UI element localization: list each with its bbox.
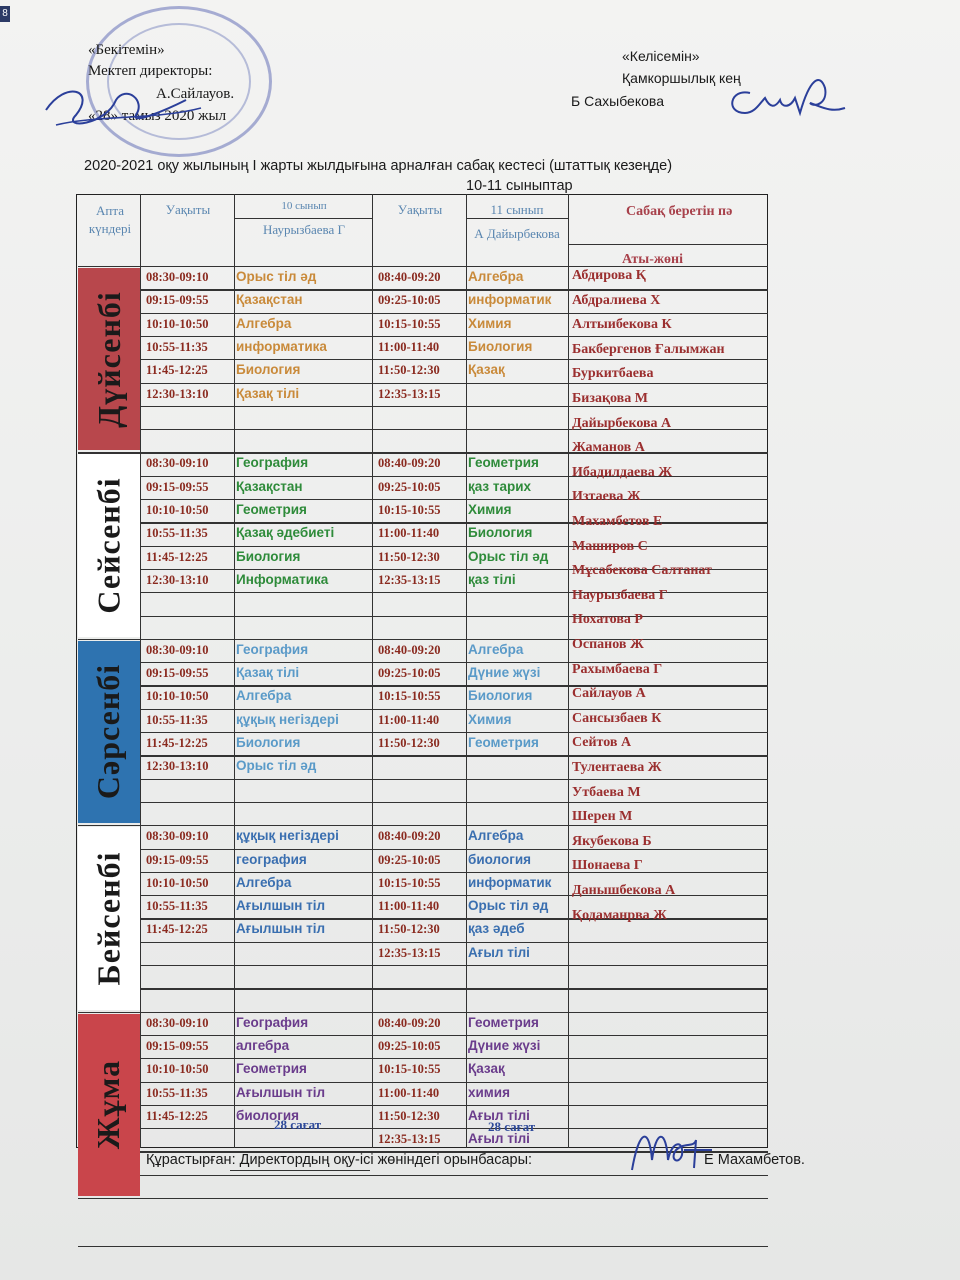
header-time-11: Уақыты [397, 202, 443, 217]
lesson-time: 08:40-09:20 [378, 642, 441, 657]
lesson-time: 09:25-10:05 [378, 479, 441, 494]
lesson-time: 11:00-11:40 [378, 712, 440, 727]
lesson-subject: География [236, 641, 309, 657]
totals-rule [78, 1246, 768, 1247]
lesson-subject: Дүние жүзі [468, 1037, 541, 1053]
row-rule [140, 709, 768, 710]
lesson-subject: Химия [468, 711, 512, 727]
lesson-subject: қаз тілі [468, 571, 516, 587]
header-class11: 11 сынып [490, 202, 544, 217]
lesson-subject: Қазақ әдебиеті [236, 525, 335, 541]
day-rule [78, 825, 768, 826]
lesson-time: 09:15-09:55 [146, 1038, 209, 1053]
lesson-subject: информатик [468, 292, 552, 308]
teacher-name: Абдирова Қ [572, 268, 646, 283]
lesson-time: 11:50-12:30 [378, 736, 440, 750]
lesson-subject: Қазақ [468, 1061, 505, 1077]
lesson-subject: Биология [468, 338, 533, 354]
lesson-time: 08:30-09:10 [146, 456, 209, 471]
document-subtitle: 10-11 сыныптар [466, 178, 573, 194]
teacher-name: Изтаева Ж [572, 489, 641, 505]
teacher-name: Алтыибекова К [572, 317, 672, 333]
day-label: Дүйсенбі [90, 290, 127, 428]
lesson-subject: қаз әдеб [468, 921, 525, 937]
lesson-time: 08:30-09:10 [146, 1015, 209, 1030]
teacher-name: Абдралиева Х [572, 292, 661, 308]
row-rule [140, 1105, 768, 1106]
teacher-name: Рахымбаева Г [572, 661, 663, 677]
lesson-subject: Биология [236, 362, 301, 378]
lesson-time: 10:15-10:55 [378, 875, 441, 890]
lesson-time: 11:50-12:30 [378, 363, 440, 378]
teacher-name: Сансызбаев К [572, 710, 662, 726]
lesson-subject: Орыс тіл әд [468, 898, 549, 914]
lesson-time: 08:40-09:20 [378, 829, 441, 844]
lesson-subject: Дүние жүзі [468, 665, 541, 681]
lesson-subject: Геометрия [468, 455, 539, 471]
council-signature [720, 68, 850, 128]
teacher-name: Оспанов Ж [572, 637, 644, 652]
lesson-time: 09:15-09:55 [146, 852, 209, 867]
row-rule [140, 616, 768, 617]
row-rule [140, 779, 768, 780]
lesson-time: 08:40-09:20 [378, 270, 441, 284]
teacher-name: Шерен М [572, 809, 633, 825]
header-class10-teacher: Наурызбаева Г [262, 222, 346, 237]
row-rule [140, 1082, 768, 1083]
lesson-subject: Орыс тіл әд [468, 548, 549, 564]
row-rule [140, 872, 768, 873]
row-rule [140, 1035, 768, 1036]
lesson-time: 10:15-10:55 [378, 503, 441, 517]
lesson-time: 08:30-09:10 [146, 642, 209, 657]
row-rule [140, 592, 768, 593]
lesson-time: 11:45-12:25 [146, 363, 208, 378]
day-label: Сейсенбі [90, 477, 127, 614]
day-block [78, 1014, 140, 1196]
header-rule [568, 244, 768, 245]
lesson-time: 11:00-11:40 [378, 339, 440, 354]
day-rule [78, 1198, 768, 1199]
lesson-subject: Ағылшын тіл [236, 921, 326, 937]
day-label-wrap [78, 1014, 140, 1196]
director-signature [36, 70, 206, 140]
row-rule [140, 1058, 768, 1059]
header-day: Апта күндері [88, 203, 132, 236]
lesson-time: 11:45-12:25 [146, 736, 208, 750]
teacher-name: Ибадилдаева Ж [572, 464, 673, 480]
row-rule [140, 429, 768, 430]
row-rule [140, 755, 768, 756]
lesson-subject: информатик [468, 874, 552, 890]
lesson-subject: биология [236, 1107, 299, 1123]
approve-label: «Бекітемін» [88, 42, 165, 58]
row-rule [140, 499, 768, 500]
lesson-subject: информатика [236, 338, 327, 354]
row-rule [140, 965, 768, 966]
header-rule [234, 218, 372, 219]
lesson-time: 11:00-11:40 [378, 526, 440, 541]
lesson-subject: Алгебра [468, 269, 524, 284]
row-rule [140, 289, 768, 290]
lesson-time: 11:45-12:25 [146, 549, 208, 564]
row-rule [140, 732, 768, 733]
lesson-subject: Информатика [236, 571, 329, 587]
lesson-subject: Ағылшын тіл [236, 898, 326, 914]
lesson-time: 10:10-10:50 [146, 875, 209, 890]
lesson-time: 10:55-11:35 [146, 899, 208, 914]
council-title: Қамкоршылық кең [622, 70, 741, 86]
lesson-time: 10:10-10:50 [146, 503, 209, 517]
lesson-time: 10:10-10:50 [146, 689, 209, 704]
lesson-subject: Қазақстан [236, 478, 303, 494]
lesson-subject: Ағыл тілі [468, 1131, 530, 1147]
lesson-time: 09:25-10:05 [378, 293, 441, 308]
day-label-wrap [78, 268, 140, 450]
lesson-time: 08:40-09:20 [378, 456, 441, 471]
header-time-10: Уақыты [165, 202, 211, 217]
lesson-subject: Алгебра [236, 315, 292, 331]
lesson-time: 09:25-10:05 [378, 666, 441, 681]
footer-name: Е Махамбетов. [704, 1152, 805, 1168]
teacher-name: Шонаева Г [572, 858, 643, 874]
lesson-time: 10:55-11:35 [146, 712, 208, 727]
teacher-name: Бизақова М [572, 391, 648, 406]
teacher-name: Сейтов А [572, 735, 632, 751]
lesson-subject: Геометрия [236, 1061, 307, 1077]
lesson-time: 10:15-10:55 [378, 1062, 441, 1077]
lesson-time: 12:35-13:15 [378, 572, 441, 587]
teacher-name: Қодаманрва Ж [572, 907, 668, 923]
director-title: Мектеп директоры: [88, 63, 213, 79]
lesson-subject: география [236, 851, 307, 867]
lesson-subject: Биология [236, 735, 301, 750]
edge-marker: 8 [0, 6, 10, 22]
lesson-subject: География [236, 1014, 309, 1030]
teacher-name: Тулентаева Ж [572, 760, 662, 775]
lesson-subject: Биология [468, 688, 533, 704]
document-title: 2020-2021 оқу жылының I жарты жылдығына арналған сабақ кестесі (штаттық кезеңде) [84, 158, 673, 174]
row-rule [140, 336, 768, 337]
footer-underline [230, 1170, 370, 1171]
lesson-subject: құқық негіздері [236, 711, 339, 727]
lesson-subject: Қазақ тілі [236, 385, 300, 401]
lesson-time: 10:55-11:35 [146, 339, 208, 354]
day-block [78, 827, 140, 1009]
teacher-name: Утбаева М [572, 784, 641, 800]
lesson-subject: Алгебра [236, 688, 292, 704]
day-label-wrap [78, 454, 140, 636]
lesson-subject: Қазақ [468, 362, 505, 378]
lesson-time: 12:35-13:15 [378, 1132, 441, 1147]
teacher-name: Маширов С [572, 538, 648, 554]
day-rule [78, 452, 768, 453]
lesson-time: 09:15-09:55 [146, 293, 209, 308]
day-block [78, 268, 140, 450]
teacher-name: Буркитбаева [572, 366, 654, 382]
row-rule [140, 685, 768, 686]
row-rule [140, 313, 768, 314]
lesson-subject: География [236, 455, 309, 471]
lesson-subject: Геометрия [468, 1014, 539, 1030]
lesson-subject: Қазақ тілі [236, 665, 300, 681]
lesson-subject: Қазақстан [236, 292, 303, 308]
teacher-name: Бакбергенов Ғалымжан [572, 341, 725, 357]
lesson-subject: химия [468, 1084, 510, 1100]
day-block [78, 454, 140, 636]
day-label-wrap [78, 827, 140, 1009]
lesson-time: 12:30-13:10 [146, 386, 209, 401]
lesson-time: 10:55-11:35 [146, 1085, 208, 1100]
teacher-name: Махамбетов Е [572, 514, 663, 529]
teacher-name: Якубекова Б [572, 833, 652, 849]
header-teacher-name: Аты-жөні [622, 252, 683, 267]
lesson-time: 11:00-11:40 [378, 899, 440, 914]
row-rule [140, 406, 768, 407]
row-rule [140, 359, 768, 360]
teacher-name: Данышбекова А [572, 883, 676, 898]
council-name: Б Сахыбекова [571, 93, 664, 109]
teacher-name: Нохатова Р [572, 612, 643, 628]
total-class10: 28 сағат [274, 1117, 322, 1132]
day-label: Сәрсенбі [90, 664, 127, 800]
lesson-subject: алгебра [236, 1037, 290, 1053]
lesson-time: 12:35-13:15 [378, 945, 441, 960]
lesson-subject: Ағылшын тіл [236, 1084, 326, 1100]
footer-composed-by: Құрастырған: Директордың оқу-ісі жөніндегі орынбасары: [146, 1152, 533, 1168]
teacher-name: Дайырбекова А [572, 415, 672, 431]
lesson-time: 08:30-09:10 [146, 829, 209, 844]
row-rule [140, 988, 768, 989]
lesson-subject: Биология [468, 525, 533, 541]
row-rule [140, 802, 768, 803]
lesson-time: 09:25-10:05 [378, 852, 441, 867]
lesson-time: 11:50-12:30 [378, 1108, 440, 1123]
lesson-subject: Геометрия [468, 735, 539, 750]
lesson-subject: Орыс тіл әд [236, 269, 317, 284]
row-rule [140, 522, 768, 523]
deputy-signature [624, 1120, 714, 1180]
lesson-subject: Алгебра [468, 828, 524, 844]
row-rule [140, 476, 768, 477]
lesson-time: 09:15-09:55 [146, 666, 209, 681]
lesson-subject: Биология [236, 548, 301, 564]
teacher-name: Мұсабекова Салтанат [572, 563, 712, 579]
lesson-time: 11:50-12:30 [378, 549, 440, 564]
lesson-time: 11:45-12:25 [146, 922, 208, 937]
lesson-time: 11:50-12:30 [378, 922, 440, 937]
lesson-subject: құқық негіздері [236, 828, 339, 844]
day-label: Жұма [90, 1060, 127, 1150]
row-rule [140, 662, 768, 663]
row-rule [140, 383, 768, 384]
lesson-time: 10:10-10:50 [146, 316, 209, 331]
day-rule [78, 639, 768, 640]
lesson-time: 08:40-09:20 [378, 1015, 441, 1030]
teacher-name: Жаманов А [572, 440, 645, 456]
lesson-time: 12:30-13:10 [146, 572, 209, 587]
lesson-time: 11:45-12:25 [146, 1108, 208, 1123]
header-class11-teacher: А Дайырбекова [474, 226, 560, 241]
lesson-subject: Ағыл тілі [468, 944, 530, 960]
row-rule [140, 918, 768, 919]
lesson-time: 09:15-09:55 [146, 479, 209, 494]
approve-date: «28» тамыз 2020 жыл [88, 108, 227, 124]
lesson-time: 12:30-13:10 [146, 759, 209, 774]
lesson-time: 10:15-10:55 [378, 316, 441, 331]
header-rule [466, 218, 568, 219]
lesson-subject: Алгебра [468, 641, 524, 657]
day-block [78, 641, 140, 823]
lesson-subject: Химия [468, 315, 512, 331]
lesson-subject: Алгебра [236, 874, 292, 890]
lesson-time: 08:30-09:10 [146, 270, 209, 284]
day-label: Бейсенбі [90, 851, 127, 986]
lesson-subject: Геометрия [236, 502, 307, 517]
lesson-time: 12:35-13:15 [378, 386, 441, 401]
teacher-name: Сайлауов А [572, 686, 646, 702]
row-rule [140, 546, 768, 547]
lesson-time: 09:25-10:05 [378, 1038, 441, 1053]
lesson-subject: Химия [468, 502, 512, 517]
director-name: А.Сайлауов. [156, 86, 235, 102]
teacher-name: Наурызбаева Г [572, 587, 668, 603]
lesson-time: 10:15-10:55 [378, 689, 441, 704]
lesson-time: 10:55-11:35 [146, 526, 208, 541]
day-rule [78, 1012, 768, 1013]
lesson-time: 11:00-11:40 [378, 1085, 440, 1100]
lesson-time: 10:10-10:50 [146, 1062, 209, 1077]
row-rule [140, 849, 768, 850]
row-rule [140, 942, 768, 943]
header-class10: 10 сынып [281, 200, 327, 212]
header-teachers: Сабақ беретін пә [626, 204, 733, 219]
lesson-subject: Ағыл тілі [468, 1107, 530, 1123]
lesson-subject: Орыс тіл әд [236, 758, 317, 774]
agree-label: «Келісемін» [622, 48, 700, 64]
total-class11: 28 сағат [488, 1119, 536, 1134]
day-label-wrap [78, 641, 140, 823]
lesson-subject: қаз тарих [468, 478, 532, 494]
lesson-subject: биология [468, 851, 531, 867]
